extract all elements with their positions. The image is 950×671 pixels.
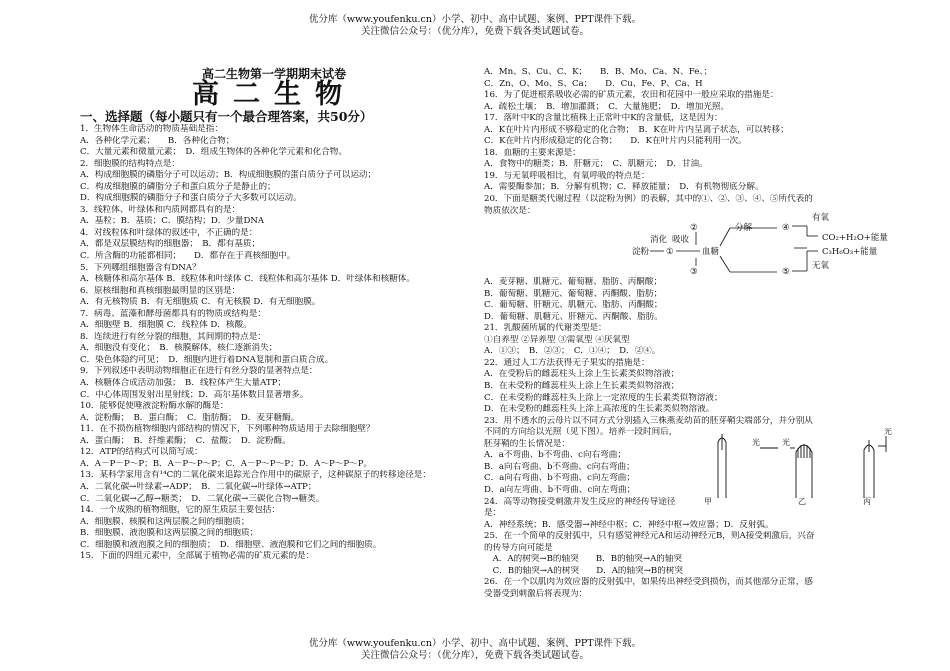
question-line: B．a向右弯曲、b不弯曲、c向右弯曲；	[484, 461, 635, 472]
aerobic-product: CO₂+H₂O+能量	[822, 233, 888, 243]
light-left-label: 光	[752, 438, 760, 447]
label-b: 乙	[798, 497, 806, 506]
question-line: C．大量元素和微量元素； D．组成生物体的各种化学元素和化合物。	[80, 147, 347, 158]
question-line: 胚芽鞘的生长情况是：	[484, 438, 570, 449]
question-line: B．在未受粉的雌蕊柱头上涂上生长素类似物溶液；	[484, 381, 680, 392]
question-line: D．在未受粉的雌蕊柱头上涂上高浓度的生长素类似物溶液。	[484, 404, 715, 415]
question-line: 不同的方向给以光照（见下图）。培养一段时间后，	[484, 427, 678, 438]
starch-label: 淀粉	[632, 247, 650, 257]
question-line: 24．高等动物接受刺激并发生反应的神经传导途径	[484, 496, 676, 507]
question-line: 5．下列哪组细胞器含有DNA？	[80, 262, 201, 273]
left-column	[80, 67, 468, 563]
question-line: 4．对线粒体和叶绿体的叙述中，不正确的是：	[80, 227, 258, 238]
question-line: A．淀粉酶； B．蛋白酶； C．脂肪酶； D．麦芽糖酶。	[80, 412, 300, 423]
exam-subtitle: 高二生物第一学期期末试卷	[201, 67, 346, 81]
question-line: A．在受粉后的雌蕊柱头上涂上生长素类似物溶液；	[484, 369, 680, 380]
question-line: A．细胞没有变化； B．核膜解体，核仁逐渐消失；	[80, 343, 278, 354]
question-line: C．细胞膜和液泡膜之间的细胞质； D．细胞壁、液泡膜和它们之间的细胞质。	[80, 539, 382, 550]
anaerobic-label: 无氧	[812, 261, 830, 271]
question-line: A．核糖体合成活动加强； B．线粒体产生大量ATP；	[80, 378, 286, 389]
question-line: 11．在不损伤植物细胞内部结构的情况下，下列哪种物质适用于去除细胞壁？	[80, 424, 375, 435]
absorb-label: 吸收	[672, 235, 690, 245]
question-line: A．Mn、S、Cu、C、K； B．B、Mo、Ca、N、Fe、；	[484, 67, 713, 77]
question-line: 1．生物体生命活动的物质基础是指：	[80, 124, 223, 134]
question-line: A．基粒；B．基质；C．膜结构；D．少量DNA	[80, 216, 265, 227]
question-line: 物质依次是：	[484, 205, 536, 216]
label-a: 甲	[704, 497, 712, 506]
right-column	[484, 67, 894, 600]
label-c: 丙	[863, 497, 871, 506]
question-line: 16．为了促进根系吸收必需的矿质元素，农田和花园中一般应采取的措施是：	[484, 90, 779, 101]
header-line-2: 关注微信公众号：（优分库），免费下载各类试题试卷。	[360, 26, 589, 37]
question-line: A．A的树突→B的轴突 B．B的轴突→A的轴突	[484, 554, 683, 565]
coleoptile-c	[864, 445, 874, 498]
footer-line-1: 优分库（www.youfenku.cn）小学、初中、高中试题、案例、PPT课件下载。	[308, 638, 642, 649]
question-line: 25．在一个简单的反射弧中，只有感觉神经元A和运动神经元B，则A接受刺激后，兴奋	[484, 531, 815, 542]
question-list-right-top	[484, 67, 894, 217]
decompose-label: 分解	[735, 223, 753, 233]
question-line: C．a向右弯曲、b不弯曲、c向左弯曲；	[484, 473, 635, 484]
question-line: 3．线粒体、叶绿体和内质网都具有的是：	[80, 204, 241, 215]
question-line: A．麦芽糖、肌糖元、葡萄糖、脂肪、丙酮酸；	[484, 277, 663, 288]
anaerobic-product: C₃H₆O₃+能量	[822, 247, 878, 257]
question-line: 18．血糖的主要来源是：	[484, 147, 581, 158]
node-5: ⑤	[782, 267, 790, 277]
section-heading: 一、选择题（每小题只有一个最合理答案，共50分）	[80, 109, 373, 124]
node-4: ④	[782, 223, 790, 233]
question-line: D．a向左弯曲、b不弯曲、c向左弯曲；	[484, 484, 636, 495]
question-line: D．葡萄糖、肌糖元、肝糖元、丙酮酸、脂肪。	[484, 311, 663, 322]
question-line: A．都是双层膜结构的细胞器； B．都有基质；	[80, 239, 261, 250]
question-line: C．二氧化碳→乙醇→糖类； D．二氧化碳→三碳化合物→糖类。	[80, 493, 325, 504]
question-line: 21．乳酸菌所属的代谢类型是：	[484, 323, 607, 334]
question-line: 的传导方向可能是	[484, 542, 553, 553]
question-line: A．a不弯曲、b不弯曲、c向右弯曲；	[484, 450, 626, 461]
question-line: A．K在叶片内形成不够稳定的化合物； B．K在叶片内呈离子状态，可以转移；	[484, 124, 789, 135]
footer-line-2: 关注微信公众号：（优分库），免费下载各类试题试卷。	[360, 650, 589, 661]
question-line: C．构成细胞膜的磷脂分子和蛋白质分子是静止的；	[80, 181, 276, 192]
carbohydrate-metabolism-diagram	[632, 212, 902, 280]
question-line: 受器受到刺激后将表现为：	[484, 588, 588, 599]
question-line: A．蛋白酶； B．纤维素酶； C．盐酸； D．淀粉酶。	[80, 435, 291, 446]
question-line: A．食物中的糖类；B．肝糖元； C．肌糖元； D．甘油。	[484, 159, 708, 170]
question-line: ①自养型 ②异养型 ③需氧型 ④厌氧型	[484, 334, 630, 345]
question-line: C．葡萄糖、肝糖元、肌糖元、脂肪、丙酮酸；	[484, 300, 663, 311]
question-line: A．需要酶参加；B．分解有机物；C．释放能量； D．有机物彻底分解。	[484, 182, 764, 193]
page-header	[0, 14, 950, 38]
question-line: 8．连续进行有丝分裂的细胞，其间期的特点是：	[80, 331, 266, 342]
question-line: A．A－P－P～P；B．A－P～P～P；C．A－P～P～P；D．A～P～P～P。	[80, 458, 373, 469]
header-line-1: 优分库（www.youfenku.cn）小学、初中、高中试题、案例、PPT课件下载。	[308, 14, 642, 25]
node-2: ②	[690, 223, 698, 233]
question-line: C．所含酶的功能都相同； D．都存在于真核细胞中。	[80, 251, 296, 262]
question-line: B．葡萄糖、肌糖元、葡萄糖、丙酮酸、脂肪；	[484, 288, 663, 299]
aerobic-label: 有氧	[812, 213, 830, 223]
node-1: ①	[666, 247, 674, 257]
question-list-left	[80, 124, 468, 563]
light-c-label: 光	[884, 428, 892, 436]
question-line: A．构成细胞膜的磷脂分子可以运动；B．构成细胞膜的蛋白质分子可以运动；	[80, 170, 377, 181]
question-line: 26．在一个以肌肉为效应器的反射弧中，如果传出神经受到损伤，而其他部分正常，感	[484, 577, 813, 588]
question-line: 13．某科学家用含有¹⁴C的二氧化碳来追踪光合作用中的碳原子，这种碳原子的转移途径是：	[80, 470, 431, 481]
question-line: D．构成细胞膜的磷脂分子和蛋白质分子大多数可以运动。	[80, 193, 302, 204]
question-line: 20．下面是糖类代谢过程（以淀粉为例）的表解，其中的①、②、③、④、⑤所代表的	[484, 194, 813, 205]
question-line: A．细胞壁 B．细胞膜 C．线粒体 D．核酸。	[80, 320, 252, 331]
question-line: 23．用不透水的云母片以不同方式分别插入三株燕麦幼苗的胚芽鞘尖端部分，并分别从	[484, 415, 813, 426]
question-line: C．染色体隐约可见； D．细胞内进行着DNA复制和蛋白质合成。	[80, 354, 334, 365]
question-line: C．中心体周围发射出星射线；D．高尔基体数目显著增多。	[80, 389, 309, 400]
exam-title: 高二生物	[192, 79, 356, 110]
question-line: 22．通过人工方法获得无子果实的措施是：	[484, 357, 650, 368]
question-line: C．B的轴突→A的树突 D．A的轴突→B的树突	[484, 565, 684, 576]
page-footer	[0, 638, 950, 662]
question-line: B．细胞膜、液泡膜和这两层膜之间的细胞质；	[80, 528, 259, 539]
question-line: A．各种化学元素； B．各种化合物；	[80, 135, 235, 146]
question-line: A．有无核物质 B．有无细胞质 C．有无核膜 D．有无细胞膜。	[80, 297, 321, 308]
question-line: C．Zn、O、Mo、S、Ca； D．Cu、Fe、P、Ca、H	[484, 78, 703, 89]
question-line: 17．落叶中K的含量比植株上正常叶中K的含量低，这是因为：	[484, 113, 723, 124]
question-line: 19．与无氧呼吸相比，有氧呼吸的特点是：	[484, 170, 650, 181]
question-line: A．二氧化碳→叶绿素→ADP； B．二氧化碳→叶绿体→ATP；	[80, 481, 317, 492]
node-3: ③	[690, 267, 698, 277]
question-line: 15．下面的四组元素中，全部属于植物必需的矿质元素的是：	[80, 551, 315, 562]
question-line: 2．细胞膜的结构特点是：	[80, 158, 180, 169]
question-line: A．①③； B．②③； C．①④； D．②④。	[484, 346, 661, 357]
blood-sugar-label: 血糖	[702, 247, 720, 257]
question-line: 9．下列叙述中表明动物细胞正在进行有丝分裂的显著特点是：	[80, 366, 318, 377]
digest-label: 消化	[650, 235, 668, 245]
question-line: A．神经系统；B．感受器→神经中枢；C．神经中枢→效应器；D．反射弧。	[484, 519, 774, 530]
question-line: A．核糖体和高尔基体 B．线粒体和叶绿体 C．线粒体和高尔基体 D．叶绿体和核糖体。	[80, 274, 415, 285]
question-line: A．疏松土壤； B．增加灌溉； C．大量施肥； D．增加光照。	[484, 101, 730, 112]
question-line: 10．能够促使唾液淀粉酶水解的酶是：	[80, 401, 229, 412]
question-line: 6．原核细胞和真核细胞最明显的区别是：	[80, 285, 241, 296]
question-line: C．K在叶片内形成稳定的化合物； D．K在叶片内只能利用一次。	[484, 136, 747, 147]
light-right-label: 光	[782, 438, 790, 447]
question-line: 14．一个成熟的植物细胞，它的原生质层主要包括：	[80, 505, 280, 516]
question-line: 7．病毒、蓝藻和酵母菌都具有的物质或结构是：	[80, 308, 266, 319]
question-line: 是：	[484, 508, 502, 519]
question-line: A．细胞膜、核膜和这两层膜之间的细胞质；	[80, 516, 250, 527]
question-line: 12．ATP的结构式可以简写成：	[80, 447, 203, 458]
question-line: C．在未受粉的雌蕊柱头上涂上一定浓度的生长素类似物溶液；	[484, 392, 723, 403]
coleoptile-diagram	[700, 428, 900, 508]
